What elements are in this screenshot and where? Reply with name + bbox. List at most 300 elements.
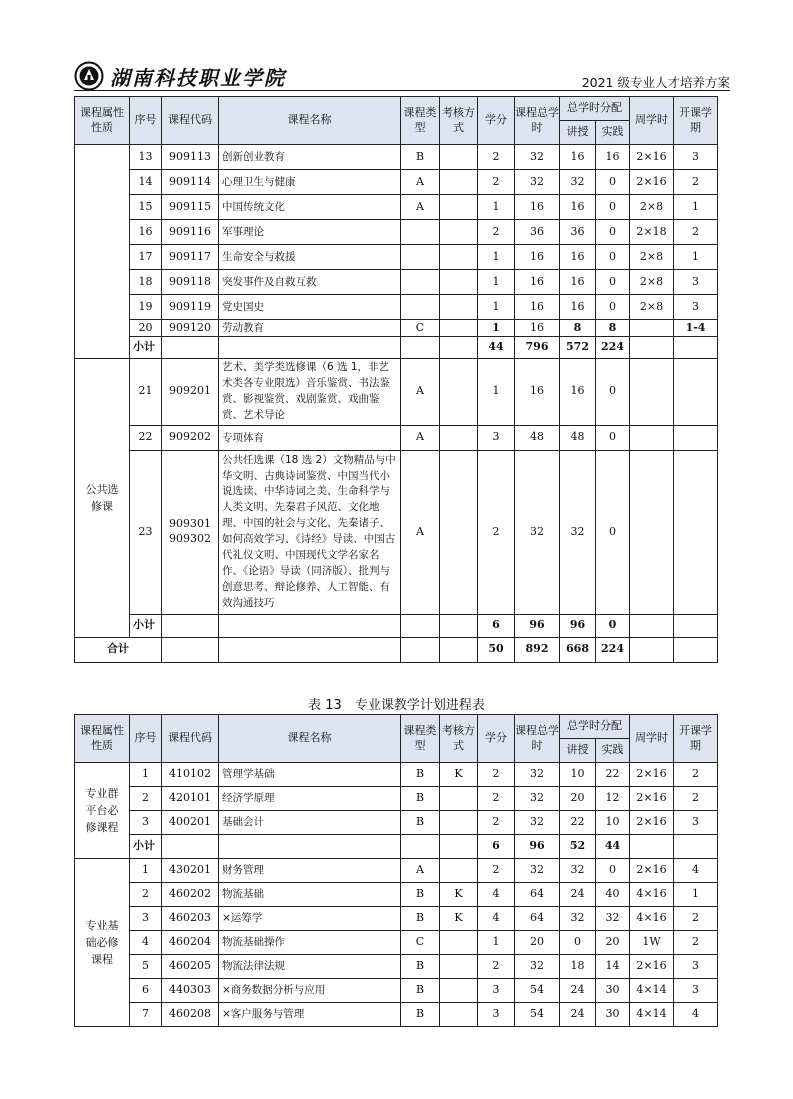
total-cell: 32: [515, 450, 560, 614]
name-cell: 心理卫生与健康: [219, 170, 401, 195]
school-name-calligraphy: 湖南科技职业学院: [110, 65, 286, 90]
practice-cell: 10: [596, 811, 630, 835]
code-cell: 909202: [162, 425, 219, 450]
total-cell: 54: [515, 1003, 560, 1027]
practice-cell: 0: [596, 295, 630, 320]
table-row: [75, 883, 718, 907]
weekly-cell: 4×16: [630, 907, 674, 931]
exam-cell: [440, 320, 478, 337]
subtotal-total: 96: [515, 835, 560, 859]
weekly-cell: 2×16: [630, 145, 674, 170]
weekly-cell: [630, 450, 674, 614]
subtotal-credit: 6: [478, 835, 515, 859]
table-row: [75, 145, 718, 170]
blank-cell: [674, 614, 718, 637]
term-cell: 3: [674, 270, 718, 295]
blank-cell: [674, 337, 718, 359]
term-cell: 3: [674, 979, 718, 1003]
table-row: [75, 1003, 718, 1027]
lecture-cell: 10: [560, 763, 596, 787]
name-cell: 管理学基础: [219, 763, 401, 787]
seq-cell: 15: [130, 195, 162, 220]
lecture-cell: 0: [560, 931, 596, 955]
exam-cell: [440, 787, 478, 811]
name-cell: ×商务数据分析与应用: [219, 979, 401, 1003]
credit-cell: 2: [478, 450, 515, 614]
seq-cell: 23: [130, 450, 162, 614]
col-header-practice: 实践: [596, 121, 630, 145]
term-cell: 3: [674, 145, 718, 170]
code-cell: 909119: [162, 295, 219, 320]
exam-cell: [440, 270, 478, 295]
seq-cell: 3: [130, 907, 162, 931]
weekly-cell: 2×16: [630, 787, 674, 811]
term-cell: 4: [674, 859, 718, 883]
practice-cell: 32: [596, 907, 630, 931]
table-row: [75, 195, 718, 220]
col-header-lecture: 讲授: [560, 121, 596, 145]
public-course-table: [74, 96, 718, 663]
blank-cell: [401, 337, 440, 359]
name-cell: 物流基础: [219, 883, 401, 907]
col-header-hours-group: 总学时分配: [560, 97, 630, 121]
exam-cell: [440, 145, 478, 170]
exam-cell: [440, 295, 478, 320]
type-cell: A: [401, 450, 440, 614]
name-cell: 物流法律法规: [219, 955, 401, 979]
subtotal-total: 796: [515, 337, 560, 359]
code-cell: 909115: [162, 195, 219, 220]
seq-cell: 1: [130, 763, 162, 787]
practice-cell: 0: [596, 170, 630, 195]
lecture-cell: 16: [560, 145, 596, 170]
credit-cell: 1: [478, 245, 515, 270]
subtotal-practice: 224: [596, 337, 630, 359]
table-row: [75, 955, 718, 979]
col-header-total-hours: 课程总学时: [515, 97, 560, 145]
credit-cell: 1: [478, 295, 515, 320]
seq-cell: 18: [130, 270, 162, 295]
credit-cell: 1: [478, 195, 515, 220]
weekly-cell: 2×16: [630, 763, 674, 787]
weekly-cell: 4×14: [630, 979, 674, 1003]
weekly-cell: 2×8: [630, 195, 674, 220]
table-row: [75, 170, 718, 195]
term-cell: [674, 359, 718, 426]
name-cell: 党史国史: [219, 295, 401, 320]
weekly-cell: 2×16: [630, 859, 674, 883]
exam-cell: [440, 811, 478, 835]
col-header-credit: 学分: [478, 715, 515, 763]
blank-cell: [630, 835, 674, 859]
term-cell: 1: [674, 195, 718, 220]
credit-cell: 1: [478, 270, 515, 295]
type-cell: A: [401, 195, 440, 220]
practice-cell: 0: [596, 195, 630, 220]
table-row: [75, 450, 718, 614]
practice-cell: 12: [596, 787, 630, 811]
col-header-name: 课程名称: [219, 97, 401, 145]
weekly-cell: 2×16: [630, 811, 674, 835]
blank-cell: [401, 637, 440, 662]
credit-cell: 2: [478, 170, 515, 195]
lecture-cell: 16: [560, 245, 596, 270]
total-cell: 32: [515, 170, 560, 195]
total-cell: 16: [515, 270, 560, 295]
col-header-term: 开课学期: [674, 97, 718, 145]
total-cell: 16: [515, 195, 560, 220]
practice-cell: 0: [596, 245, 630, 270]
practice-cell: 30: [596, 979, 630, 1003]
exam-cell: [440, 425, 478, 450]
term-cell: 1-4: [674, 320, 718, 337]
table-row: [75, 859, 718, 883]
col-header-hours-group: 总学时分配: [560, 715, 630, 739]
blank-cell: [401, 614, 440, 637]
code-cell: 909301 909302: [162, 450, 219, 614]
col-header-practice: 实践: [596, 739, 630, 763]
blank-cell: [162, 614, 219, 637]
exam-cell: [440, 220, 478, 245]
total-cell: 16: [515, 295, 560, 320]
blank-cell: [440, 337, 478, 359]
subtotal-credit: 6: [478, 614, 515, 637]
code-cell: 460203: [162, 907, 219, 931]
total-cell: 16: [515, 320, 560, 337]
subtotal-lecture: 96: [560, 614, 596, 637]
total-cell: 32: [515, 859, 560, 883]
table-row: [75, 907, 718, 931]
seq-cell: 3: [130, 811, 162, 835]
col-header-credit: 学分: [478, 97, 515, 145]
type-cell: A: [401, 425, 440, 450]
term-cell: [674, 425, 718, 450]
code-cell: 909118: [162, 270, 219, 295]
seq-cell: 14: [130, 170, 162, 195]
credit-cell: 2: [478, 859, 515, 883]
exam-cell: [440, 195, 478, 220]
category-platform-required: 专业群平台必修课程: [75, 763, 130, 859]
table-row: [75, 295, 718, 320]
term-cell: 2: [674, 907, 718, 931]
practice-cell: 20: [596, 931, 630, 955]
total-cell: 20: [515, 931, 560, 955]
subtotal-row: [75, 337, 718, 359]
col-header-seq: 序号: [130, 97, 162, 145]
type-cell: B: [401, 811, 440, 835]
lecture-cell: 8: [560, 320, 596, 337]
type-cell: B: [401, 907, 440, 931]
credit-cell: 4: [478, 883, 515, 907]
code-cell: 460204: [162, 931, 219, 955]
lecture-cell: 48: [560, 425, 596, 450]
term-cell: 2: [674, 170, 718, 195]
total-cell: 36: [515, 220, 560, 245]
code-cell: 440303: [162, 979, 219, 1003]
seq-cell: 5: [130, 955, 162, 979]
lecture-cell: 18: [560, 955, 596, 979]
term-cell: [674, 450, 718, 614]
type-cell: [401, 220, 440, 245]
exam-cell: [440, 1003, 478, 1027]
seq-cell: 7: [130, 1003, 162, 1027]
lecture-cell: 32: [560, 450, 596, 614]
exam-cell: [440, 931, 478, 955]
credit-cell: 3: [478, 979, 515, 1003]
blank-cell: [440, 637, 478, 662]
blank-cell: [219, 637, 401, 662]
subtotal-label: 小计: [130, 614, 162, 637]
col-header-category: 课程属性性质: [75, 97, 130, 145]
code-cell: 420101: [162, 787, 219, 811]
credit-cell: 1: [478, 320, 515, 337]
term-cell: 3: [674, 955, 718, 979]
table-row: [75, 763, 718, 787]
col-header-term: 开课学期: [674, 715, 718, 763]
total-cell: 32: [515, 145, 560, 170]
lecture-cell: 16: [560, 359, 596, 426]
code-cell: 909201: [162, 359, 219, 426]
code-cell: 909114: [162, 170, 219, 195]
col-header-exam: 考核方式: [440, 715, 478, 763]
weekly-cell: 4×16: [630, 883, 674, 907]
grand-total-practice: 224: [596, 637, 630, 662]
term-cell: 1: [674, 883, 718, 907]
col-header-type: 课程类型: [401, 97, 440, 145]
col-header-type: 课程类型: [401, 715, 440, 763]
total-cell: 32: [515, 955, 560, 979]
total-cell: 16: [515, 245, 560, 270]
credit-cell: 3: [478, 425, 515, 450]
seq-cell: 19: [130, 295, 162, 320]
blank-cell: [219, 614, 401, 637]
exam-cell: [440, 450, 478, 614]
name-cell: 财务管理: [219, 859, 401, 883]
seq-cell: 4: [130, 931, 162, 955]
type-cell: C: [401, 320, 440, 337]
credit-cell: 2: [478, 811, 515, 835]
blank-cell: [630, 337, 674, 359]
practice-cell: 0: [596, 450, 630, 614]
total-cell: 64: [515, 883, 560, 907]
table-row: [75, 811, 718, 835]
col-header-weekly: 周学时: [630, 715, 674, 763]
col-header-code: 课程代码: [162, 97, 219, 145]
type-cell: [401, 295, 440, 320]
seq-cell: 2: [130, 787, 162, 811]
seq-cell: 17: [130, 245, 162, 270]
blank-cell: [162, 337, 219, 359]
credit-cell: 3: [478, 1003, 515, 1027]
lecture-cell: 24: [560, 883, 596, 907]
seq-cell: 21: [130, 359, 162, 426]
lecture-cell: 36: [560, 220, 596, 245]
col-header-seq: 序号: [130, 715, 162, 763]
table-row: [75, 425, 718, 450]
table-row: [75, 931, 718, 955]
code-cell: 400201: [162, 811, 219, 835]
practice-cell: 40: [596, 883, 630, 907]
code-cell: 909117: [162, 245, 219, 270]
name-cell: 劳动教育: [219, 320, 401, 337]
term-cell: 2: [674, 931, 718, 955]
lecture-cell: 16: [560, 270, 596, 295]
type-cell: [401, 245, 440, 270]
table-row: [75, 245, 718, 270]
subtotal-practice: 44: [596, 835, 630, 859]
subtotal-label: 小计: [130, 835, 162, 859]
term-cell: 2: [674, 763, 718, 787]
weekly-cell: 2×16: [630, 955, 674, 979]
type-cell: B: [401, 883, 440, 907]
lecture-cell: 22: [560, 811, 596, 835]
total-cell: 32: [515, 763, 560, 787]
seq-cell: 16: [130, 220, 162, 245]
total-label: 合计: [75, 637, 162, 662]
col-header-exam: 考核方式: [440, 97, 478, 145]
blank-cell: [440, 614, 478, 637]
table-row: [75, 979, 718, 1003]
practice-cell: 0: [596, 425, 630, 450]
blank-cell: [401, 835, 440, 859]
subtotal-lecture: 52: [560, 835, 596, 859]
code-cell: 460205: [162, 955, 219, 979]
name-cell: 军事理论: [219, 220, 401, 245]
lecture-cell: 24: [560, 979, 596, 1003]
lecture-cell: 20: [560, 787, 596, 811]
weekly-cell: 2×8: [630, 245, 674, 270]
type-cell: B: [401, 763, 440, 787]
subtotal-row: [75, 614, 718, 637]
weekly-cell: 2×8: [630, 295, 674, 320]
subtotal-total: 96: [515, 614, 560, 637]
type-cell: B: [401, 1003, 440, 1027]
practice-cell: 16: [596, 145, 630, 170]
table-row: [75, 359, 718, 426]
seq-cell: 1: [130, 859, 162, 883]
weekly-cell: 2×16: [630, 170, 674, 195]
credit-cell: 2: [478, 787, 515, 811]
name-cell: 基础会计: [219, 811, 401, 835]
blank-cell: [219, 835, 401, 859]
blank-cell: [674, 637, 718, 662]
practice-cell: 22: [596, 763, 630, 787]
col-header-code: 课程代码: [162, 715, 219, 763]
credit-cell: 2: [478, 220, 515, 245]
credit-cell: 2: [478, 145, 515, 170]
type-cell: B: [401, 787, 440, 811]
document-title: 2021 级专业人才培养方案: [581, 75, 730, 90]
credit-cell: 1: [478, 359, 515, 426]
subtotal-row: [75, 835, 718, 859]
school-logo: [74, 61, 286, 91]
exam-cell: [440, 859, 478, 883]
blank-cell: [630, 637, 674, 662]
category-public-elective: 公共选修课: [75, 359, 130, 638]
exam-cell: [440, 170, 478, 195]
grand-total-hours: 892: [515, 637, 560, 662]
type-cell: [401, 270, 440, 295]
name-cell: 物流基础操作: [219, 931, 401, 955]
col-header-name: 课程名称: [219, 715, 401, 763]
code-cell: 909116: [162, 220, 219, 245]
category-cell-blank: [75, 145, 130, 359]
practice-cell: 0: [596, 859, 630, 883]
blank-cell: [630, 614, 674, 637]
type-cell: A: [401, 859, 440, 883]
credit-cell: 2: [478, 763, 515, 787]
total-cell: 54: [515, 979, 560, 1003]
header-divider: [74, 90, 730, 91]
lecture-cell: 32: [560, 170, 596, 195]
weekly-cell: 4×14: [630, 1003, 674, 1027]
name-cell: 艺术、美学类选修课（6 选 1，非艺术类各专业限选）音乐鉴赏、书法鉴赏、影视鉴赏、戏剧鉴赏、戏曲鉴赏、艺术导论: [219, 359, 401, 426]
exam-cell: [440, 245, 478, 270]
term-cell: 4: [674, 1003, 718, 1027]
subtotal-credit: 44: [478, 337, 515, 359]
practice-cell: 0: [596, 359, 630, 426]
blank-cell: [219, 337, 401, 359]
name-cell: ×客户服务与管理: [219, 1003, 401, 1027]
code-cell: 909120: [162, 320, 219, 337]
lecture-cell: 32: [560, 907, 596, 931]
type-cell: B: [401, 145, 440, 170]
code-cell: 430201: [162, 859, 219, 883]
grand-total-lecture: 668: [560, 637, 596, 662]
code-cell: 410102: [162, 763, 219, 787]
name-cell: 公共任选课（18 选 2）文物精品与中华文明、古典诗词鉴赏、中国当代小说选读、中华诗词之美、生命科学与人类文明、先秦君子风范、文化地理、中国的社会与文化、先秦诸子、如何高效学习、《诗经》导读、中国古代礼仪文明、中国现代文学名家名作、《论语》导读（同济版）、批判与创意思考、辩论修养、人工智能、有效沟通技巧: [219, 450, 401, 614]
weekly-cell: [630, 425, 674, 450]
type-cell: C: [401, 931, 440, 955]
subtotal-label: 小计: [130, 337, 162, 359]
term-cell: 3: [674, 811, 718, 835]
exam-cell: K: [440, 907, 478, 931]
col-header-lecture: 讲授: [560, 739, 596, 763]
name-cell: 突发事件及自救互救: [219, 270, 401, 295]
weekly-cell: 2×18: [630, 220, 674, 245]
blank-cell: [674, 835, 718, 859]
table-row: [75, 270, 718, 295]
type-cell: A: [401, 359, 440, 426]
total-cell: 64: [515, 907, 560, 931]
term-cell: 2: [674, 220, 718, 245]
term-cell: 1: [674, 245, 718, 270]
seq-cell: 6: [130, 979, 162, 1003]
seq-cell: 20: [130, 320, 162, 337]
type-cell: B: [401, 955, 440, 979]
name-cell: 生命安全与救援: [219, 245, 401, 270]
weekly-cell: [630, 359, 674, 426]
exam-cell: K: [440, 763, 478, 787]
code-cell: 460202: [162, 883, 219, 907]
name-cell: 中国传统文化: [219, 195, 401, 220]
credit-cell: 2: [478, 955, 515, 979]
exam-cell: [440, 955, 478, 979]
total-cell: 16: [515, 359, 560, 426]
lecture-cell: 32: [560, 859, 596, 883]
subtotal-practice: 0: [596, 614, 630, 637]
col-header-total-hours: 课程总学时: [515, 715, 560, 763]
table-row: [75, 787, 718, 811]
category-foundation-required: 专业基础必修课程: [75, 859, 130, 1027]
weekly-cell: [630, 320, 674, 337]
lecture-cell: 24: [560, 1003, 596, 1027]
seq-cell: 2: [130, 883, 162, 907]
blank-cell: [162, 637, 219, 662]
practice-cell: 8: [596, 320, 630, 337]
practice-cell: 0: [596, 270, 630, 295]
table-caption: 表 13 专业课教学计划进程表: [308, 698, 485, 713]
